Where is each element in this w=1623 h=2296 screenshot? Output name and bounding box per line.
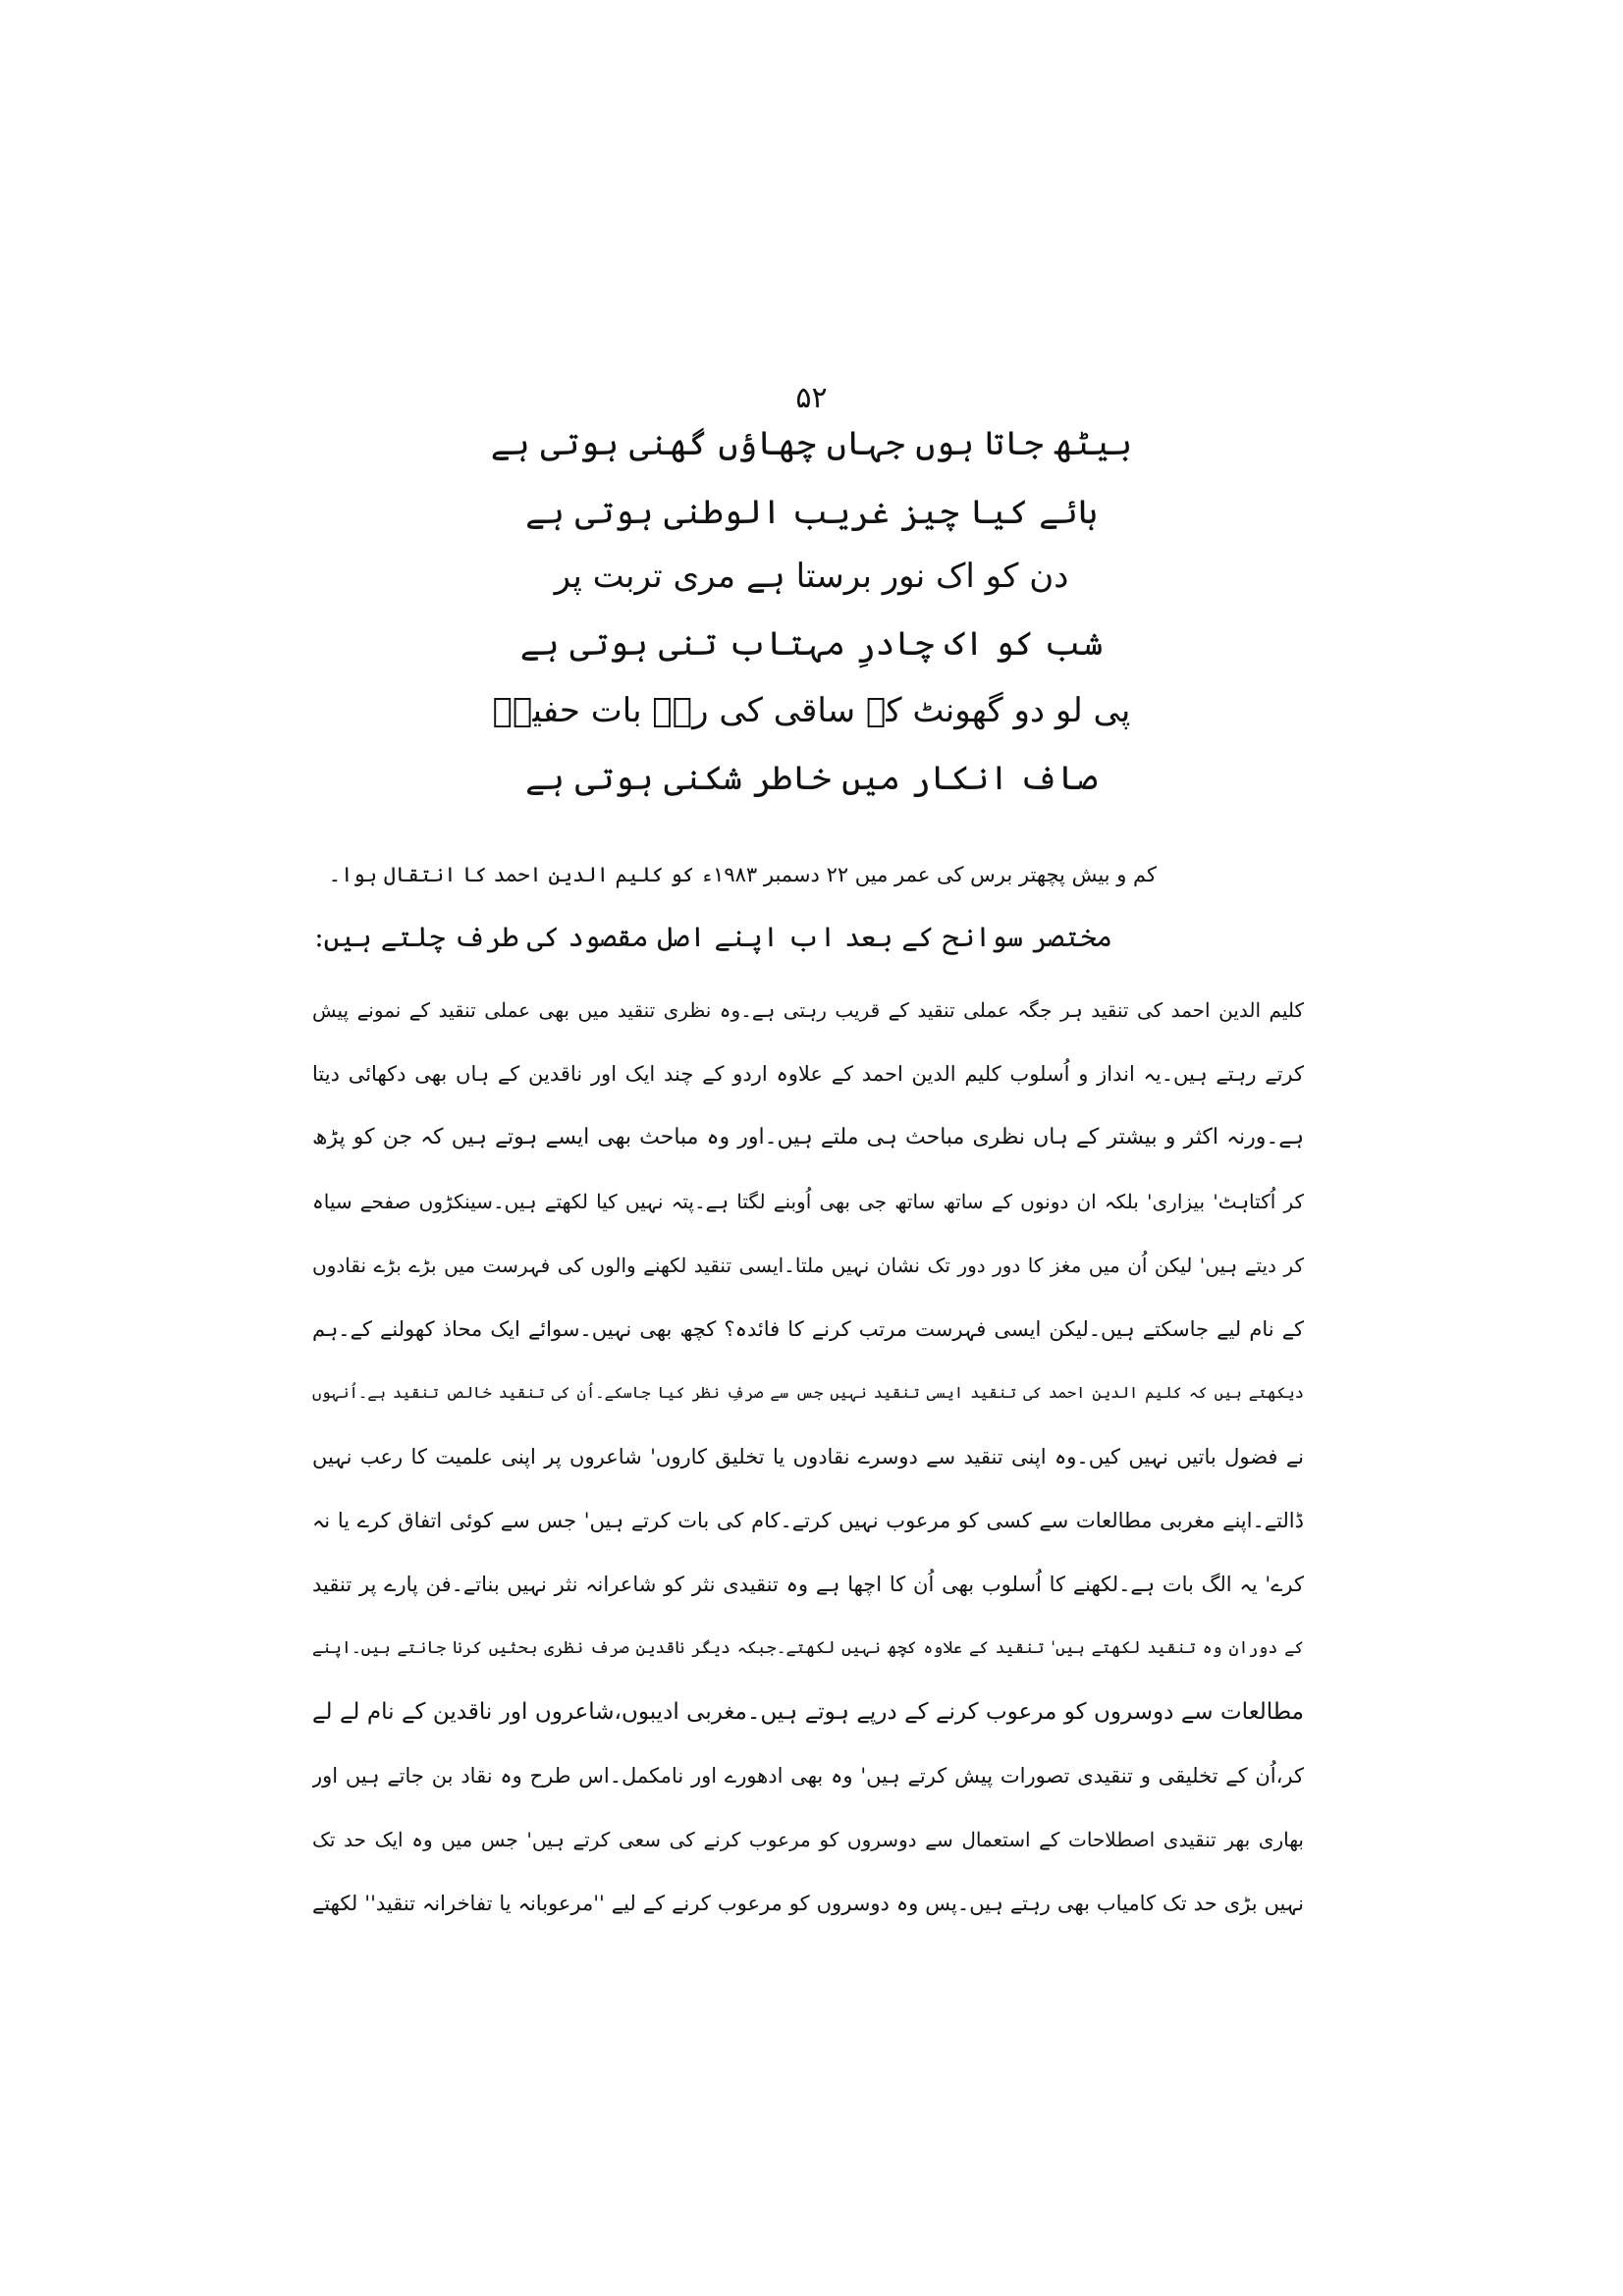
verse-line: صاف انکار میں خاطر شکنی ہوتی ہے [525,759,1098,798]
paragraph-line: نے فضول باتیں نہیں کیں۔وہ اپنی تنقید سے دوسرے نقادوں یا تخلیق کاروں' شاعروں پر اپنی علمیت کا رعب نہیں [312,1445,1304,1468]
paragraph-line: کر اُکتاہٹ' بیزاری' بلکہ ان دونوں کے ساتھ ساتھ جی بھی اُوبنے لگتا ہے۔پتہ نہیں کیا لکھتے ہیں۔سینکڑوں صفحے سیاہ [312,1190,1304,1213]
page-number: ۵۲ [795,381,828,415]
paragraph-line: کرے' یہ الگ بات ہے۔لکھنے کا اُسلوب بھی اُن کا اچھا ہے وہ تنقیدی نثر کو شاعرانہ نثر نہیں بناتے۔فن پارے پر تنقید [312,1573,1304,1596]
intro-line: مختصر سوانح کے بعد اب اپنے اصل مقصود کی طرف چلتے ہیں: [314,921,1112,953]
paragraph-line: ڈالتے۔اپنے مغربی مطالعات سے کسی کو مرعوب نہیں کرتے۔کام کی بات کرتے ہیں' جس سے کوئی اتفاق کرے یا نہ [312,1509,1304,1532]
paragraph-line: کلیم الدین احمد کی تنقید ہر جگہ عملی تنقید کے قریب رہتی ہے۔وہ نظری تنقید میں بھی عملی تنقید کے نمونے پیش [312,998,1304,1022]
paragraph-line: دیکھتے ہیں کہ کلیم الدین احمد کی تنقید ایسی تنقید نہیں جس سے صرفِ نظر کیا جاسکے۔اُن کی تنقید خالص تنقید ہے۔اُنہوں [312,1383,1304,1402]
paragraph-line: کرتے رہتے ہیں۔یہ انداز و اُسلوب کلیم الدین احمد کے علاوہ اردو کے چند ایک اور ناقدین کے ہاں بھی دکھائی دیتا [312,1062,1304,1086]
paragraph-line: کے دوران وہ تنقید لکھتے ہیں' تنقید کے علاوہ کچھ نہیں لکھتے۔جبکہ دیگر ناقدین صرف نظری بحثیں کرنا جانتے ہیں۔اپنے [312,1638,1304,1658]
verse-line: شب کو اک چادرِ مہتاب تنی ہوتی ہے [519,624,1104,664]
paragraph-line: ہے۔ورنہ اکثر و بیشتر کے ہاں نظری مباحث ہی ملتے ہیں۔اور وہ مباحث بھی ایسے ہوتے ہیں کہ جن کو پڑھ [312,1125,1304,1149]
verse-line: بیٹھ جاتا ہوں جہاں چھاؤں گھنی ہوتی ہے [490,424,1133,463]
paragraph-line: نہیں بڑی حد تک کامیاب بھی رہتے ہیں۔پس وہ دوسروں کو مرعوب کرنے کے لیے ''مرعوبانہ یا تفاخرانہ تنقید'' لکھتے [312,1892,1304,1915]
paragraph-line: کے نام لیے جاسکتے ہیں۔لیکن ایسی فہرست مرتب کرنے کا فائدہ؟ کچھ بھی نہیں۔سوائے ایک محاذ کھولنے کے۔ہم [312,1317,1304,1341]
paragraph-line: کر دیتے ہیں' لیکن اُن میں مغز کا دور دور تک نشان نہیں ملتا۔ایسی تنقید لکھنے والوں کی فہرست میں بڑے بڑے نقادوں [312,1254,1304,1277]
verse-line: دن کو اک نور برستا ہے مری تربت پر [554,557,1069,596]
intro-line: کم و بیش پچھتر برس کی عمر میں ۲۲ دسمبر ۱۹۸۳ء کو کلیم الدین احمد کا انتقال ہوا۔ [328,863,1157,886]
verse-line: ہائے کیا چیز غریب الوطنی ہوتی ہے [525,493,1098,532]
verse-line: پی لو دو گھونٹ کہ ساقی کی رہے بات حفیظؔ [492,691,1131,730]
paragraph-line: مطالعات سے دوسروں کو مرعوب کرنے کے درپے ہوتے ہیں۔مغربی ادیبوں،شاعروں اور ناقدین کے نام لے لے [312,1699,1304,1725]
paragraph-line: بھاری بھر تنقیدی اصطلاحات کے استعمال سے دوسروں کو مرعوب کرنے کی سعی کرتے ہیں' جس میں وہ ایک حد تک [312,1828,1304,1851]
paragraph-line: کر،اُن کے تخلیقی و تنقیدی تصورات پیش کرتے ہیں' وہ بھی ادھورے اور نامکمل۔اس طرح وہ نقاد بن جاتے ہیں اور [312,1764,1304,1788]
